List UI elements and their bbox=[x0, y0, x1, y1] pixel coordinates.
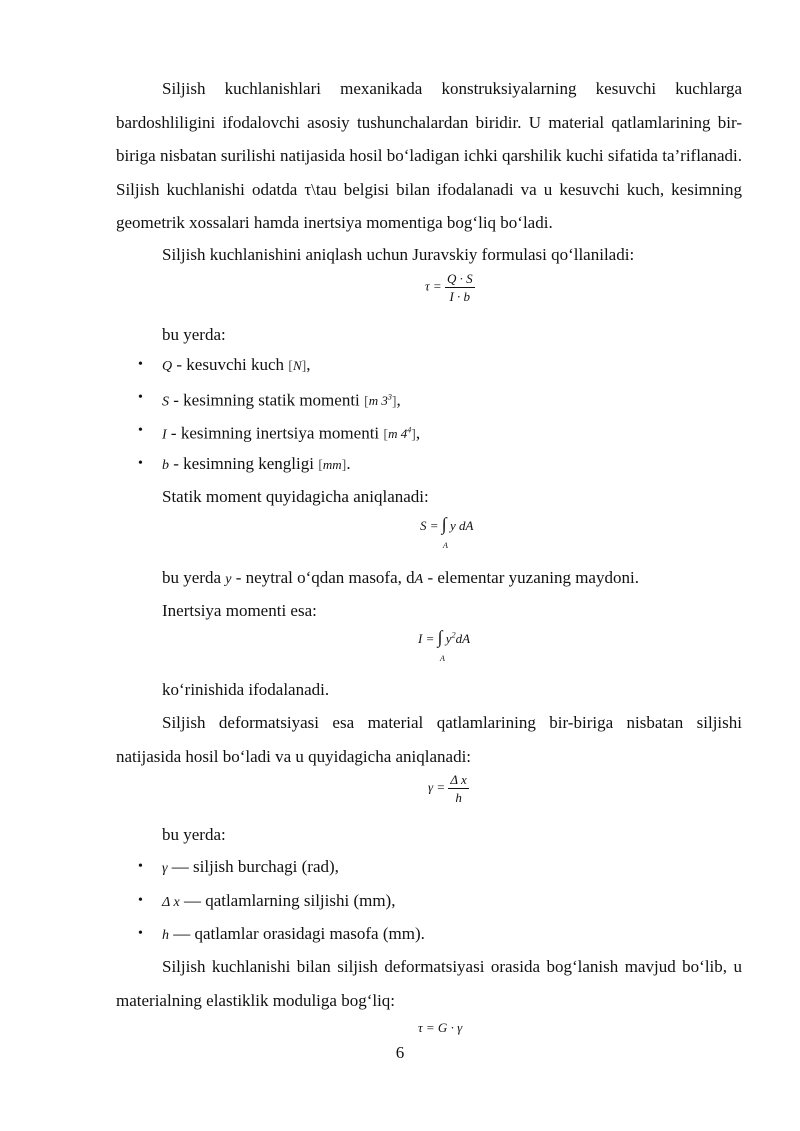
unit: N bbox=[292, 358, 302, 373]
paragraph-where-2: bu yerda: bbox=[162, 825, 226, 844]
description: - kesuvchi kuch bbox=[172, 355, 289, 374]
punctuation: , bbox=[306, 355, 311, 374]
unit-bracket: [ bbox=[318, 458, 323, 473]
symbol: Q bbox=[162, 359, 173, 374]
bullet-icon: • bbox=[138, 357, 143, 372]
list-item-text bbox=[162, 348, 311, 383]
page-number: 6 bbox=[395, 1043, 405, 1062]
list-item-text bbox=[162, 414, 420, 451]
unit-exponent: 4 bbox=[407, 426, 412, 435]
unit-bracket: ] bbox=[391, 394, 397, 410]
unit-bracket: ] bbox=[301, 359, 307, 374]
paragraph-inertia-intro: Inertsiya momenti esa: bbox=[162, 601, 317, 620]
text-part: - elementar yuzaning maydoni. bbox=[423, 568, 639, 587]
formula-lhs: I = bbox=[418, 631, 435, 646]
formula-variable: y bbox=[445, 631, 452, 646]
symbol: b bbox=[162, 458, 169, 473]
paragraph-relation: Siljish kuchlanishi bilan siljish deformatsiyasi orasida bog‘lanish mavjud bo‘lib, u materialning elastiklik moduliga bog‘liq: bbox=[116, 957, 742, 1010]
unit-bracket: ] bbox=[411, 427, 416, 443]
symbol: y bbox=[225, 572, 232, 587]
unit-bracket: [ bbox=[288, 359, 293, 374]
bullet-icon: • bbox=[138, 893, 143, 908]
list-item-text bbox=[162, 850, 339, 885]
list-item-text bbox=[162, 884, 395, 919]
bullet-icon: • bbox=[138, 423, 143, 438]
formula-lhs: S = bbox=[420, 518, 439, 533]
description: - kesimning kengligi bbox=[169, 454, 319, 473]
formula-inertia bbox=[418, 627, 470, 667]
integral-sign: ∫ bbox=[441, 514, 447, 534]
formula-shear-strain bbox=[428, 772, 469, 805]
symbol: h bbox=[162, 928, 169, 943]
description: — siljish burchagi (rad), bbox=[167, 857, 339, 876]
formula-numerator: Δ x bbox=[450, 772, 467, 787]
paragraph-expressed: ko‘rinishida ifodalanadi. bbox=[162, 680, 330, 699]
list-item-text bbox=[162, 917, 425, 952]
text-part: - neytral o‘qdan masofa, d bbox=[231, 568, 415, 587]
unit-bracket: ] bbox=[341, 458, 347, 473]
paragraph-shear-strain: Siljish deformatsiyasi esa material qatlamlarining bir-biriga nisbatan siljishi natijasida hosil bo‘ladi va u quyidagicha aniqlanadi: bbox=[116, 713, 742, 766]
formula-body: dA bbox=[455, 631, 471, 646]
unit-bracket: [ bbox=[383, 427, 389, 443]
paragraph-static-moment-intro: Statik moment quyidagicha aniqlanadi: bbox=[162, 487, 429, 506]
formula-lhs: γ = bbox=[428, 779, 446, 795]
paragraph-where-y bbox=[162, 561, 742, 597]
bullet-icon: • bbox=[138, 859, 143, 874]
formula-juravskiy bbox=[425, 271, 475, 304]
unit: m $4^4$ bbox=[388, 426, 412, 442]
unit: mm bbox=[322, 457, 342, 472]
unit-exponent: 3 bbox=[387, 393, 392, 402]
formula-hooke: τ = G · γ bbox=[418, 1020, 463, 1035]
symbol: I bbox=[162, 427, 167, 443]
description: - kesimning inertsiya momenti bbox=[166, 423, 384, 443]
paragraph-juravskiy-intro: Siljish kuchlanishini aniqlash uchun Juravskiy formulasi qo‘llaniladi: bbox=[162, 245, 635, 264]
formula-numerator: Q · S bbox=[446, 271, 473, 286]
punctuation: , bbox=[415, 423, 421, 443]
bullet-icon: • bbox=[138, 390, 143, 405]
bullet-icon: • bbox=[138, 926, 143, 941]
text-part: bu yerda bbox=[162, 568, 226, 587]
formula-exponent: 2 bbox=[451, 630, 456, 640]
unit: m $3^3$ bbox=[368, 393, 392, 409]
description: — qatlamlarning siljishi (mm), bbox=[179, 891, 396, 910]
symbol: S bbox=[162, 394, 169, 410]
paragraph-intro: Siljish kuchlanishlari mexanikada konstruksiyalarning kesuvchi kuchlarga bardoshliligini ifodalovchi asosiy tushunchalardan biridir. U material qatlamlarining bir-biriga nisbatan surilishi natijasida hosil bo‘ladigan ichki qarshilik kuchi sifatida ta’riflanadi. Siljish kuchlanishi odatda τ\tau belgisi bilan ifodalanadi va u kesuvchi kuch, kesimning geometrik xossalari hamda inertsiya momentiga bog‘liq bo‘ladi. bbox=[116, 79, 742, 232]
bullet-icon: • bbox=[138, 456, 143, 471]
unit-bracket: [ bbox=[364, 394, 369, 410]
formula-static-moment bbox=[420, 514, 473, 554]
list-item-text bbox=[162, 381, 401, 418]
integral-subscript: A bbox=[440, 654, 445, 663]
formula-denominator: h bbox=[455, 790, 462, 805]
formula-body: y dA bbox=[449, 518, 474, 533]
paragraph-where-1: bu yerda: bbox=[162, 325, 226, 344]
integral-subscript: A bbox=[443, 541, 448, 550]
symbol: γ bbox=[162, 861, 168, 876]
list-item-text bbox=[162, 447, 351, 482]
formula-lhs: τ = bbox=[425, 278, 442, 294]
punctuation: . bbox=[346, 454, 351, 473]
integral-sign: ∫ bbox=[437, 627, 443, 647]
description: — qatlamlar orasidagi masofa (mm). bbox=[169, 924, 425, 943]
description: - kesimning statik momenti bbox=[169, 390, 365, 410]
formula-fraction bbox=[448, 772, 468, 805]
symbol: Δ x bbox=[162, 895, 180, 910]
formula-denominator: I · b bbox=[449, 289, 471, 304]
formula-fraction bbox=[445, 271, 475, 304]
punctuation: , bbox=[396, 390, 401, 410]
symbol: A bbox=[414, 572, 424, 587]
